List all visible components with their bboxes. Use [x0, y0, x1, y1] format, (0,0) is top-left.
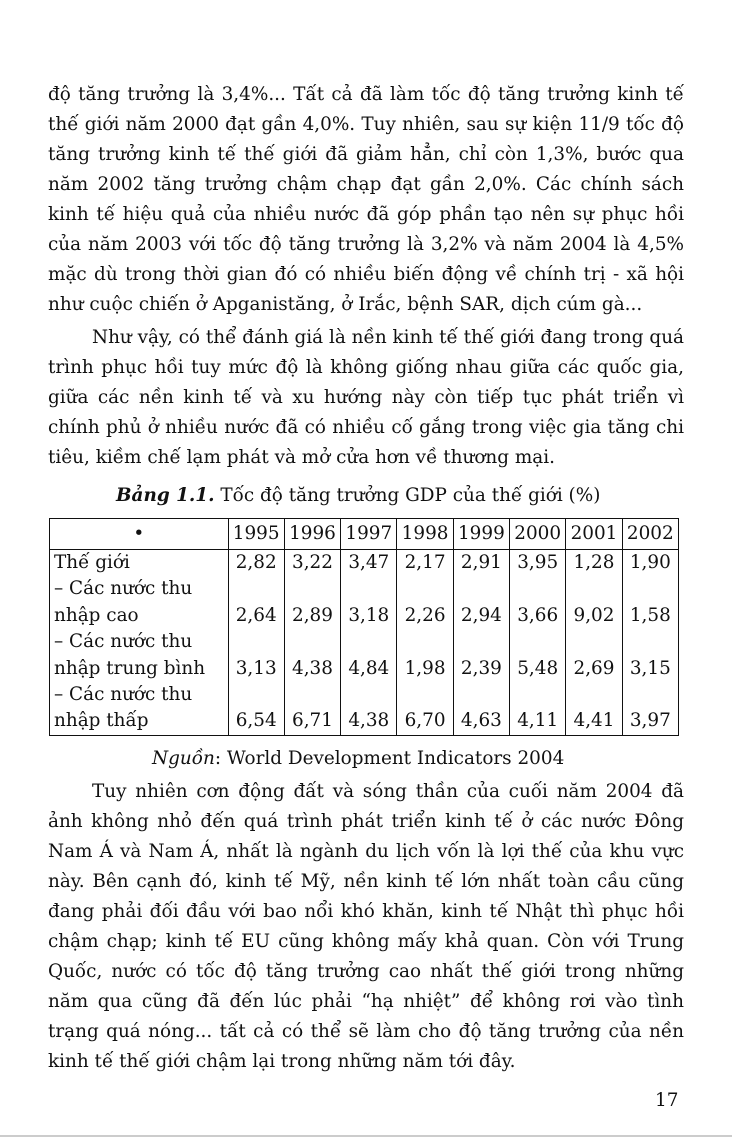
value: 4,38	[348, 710, 390, 732]
row-label-line: – Các nước thu	[54, 578, 193, 600]
value-cell	[397, 629, 453, 682]
value: 3,97	[629, 710, 671, 732]
value: 3,13	[235, 657, 277, 679]
table-caption	[48, 481, 684, 511]
value: 4,63	[460, 710, 502, 732]
value: 6,70	[404, 710, 446, 732]
value-cell	[622, 682, 678, 735]
value-cell	[341, 629, 397, 682]
year-header: 2002	[622, 519, 678, 550]
value: 9,02	[573, 604, 615, 626]
value-cell: 1,90	[622, 550, 678, 577]
row-label	[50, 682, 229, 735]
value-cell: 2,91	[453, 550, 509, 577]
value-cell: 2,17	[397, 550, 453, 577]
row-label	[50, 576, 229, 629]
value-cell	[397, 682, 453, 735]
year-header: 1996	[284, 519, 340, 550]
value-cell	[566, 629, 622, 682]
value-cell: 3,95	[510, 550, 566, 577]
value-cell	[510, 629, 566, 682]
value-cell	[341, 682, 397, 735]
row-label-line: Thế giới	[54, 552, 130, 573]
value: 6,54	[235, 710, 277, 732]
page-number: 17	[655, 1090, 679, 1111]
value-cell	[453, 576, 509, 629]
value-cell	[228, 629, 284, 682]
year-header: 1999	[453, 519, 509, 550]
table-source	[48, 744, 684, 774]
value-cell	[622, 629, 678, 682]
table-header-row	[50, 519, 679, 550]
value-cell: 1,28	[566, 550, 622, 577]
value-cell	[622, 576, 678, 629]
year-header: 1995	[228, 519, 284, 550]
row-label-line: nhập trung bình	[54, 657, 206, 679]
paragraph-3: Tuy nhiên cơn động đất và sóng thần của cuối năm 2004 đã ảnh không nhỏ đến quá trình phát triển kinh tế ở các nước Đông Nam Á và Nam Á, nhất là ngành du lịch vốn là lợi thế của khu vực này. Bên cạnh đó, kinh tế Mỹ, nền kinh tế lớn nhất toàn cầu cũng đang phải đối đầu với bao nổi khó khăn, kinh tế Nhật thì phục hồi chậm chạp; kinh tế EU cũng không mấy khả quan. Còn với Trung Quốc, nước có tốc độ tăng trưởng cao nhất thế giới trong những năm qua cũng đã đến lúc phải “hạ nhiệt” để không rơi vào tình trạng quá nóng... tất cả có thể sẽ làm cho độ tăng trưởng của nền kinh tế thế giới chậm lại trong những năm tới đây.	[48, 780, 684, 1072]
table-caption-text: Tốc độ tăng trưởng GDP của thế giới (%)	[220, 485, 601, 506]
row-label-line: – Các nước thu	[54, 631, 193, 653]
value-cell	[397, 576, 453, 629]
table-corner-cell: •	[50, 519, 229, 550]
paragraph-1: độ tăng trưởng là 3,4%... Tất cả đã làm tốc độ tăng trưởng kinh tế thế giới năm 2000 đạt gần 4,0%. Tuy nhiên, sau sự kiện 11/9 tốc độ tăng trưởng kinh tế thế giới đã giảm hẳn, chỉ còn 1,3%, bước qua năm 2002 tăng trưởng chậm chạp đạt gần 2,0%. Các chính sách kinh tế hiệu quả của nhiều nước đã góp phần tạo nên sự phục hồi của năm 2003 với tốc độ tăng trưởng là 3,2% và năm 2004 là 4,5% mặc dù trong thời gian đó có nhiều biến động về chính trị - xã hội như cuộc chiến ở Apganistăng, ở Irắc, bệnh SAR, dịch cúm gà...	[48, 84, 684, 315]
value: 2,26	[404, 604, 446, 626]
table-row-high-income	[50, 576, 679, 629]
table-caption-label: Bảng 1.1.	[116, 485, 215, 506]
row-label-line: nhập thấp	[54, 710, 149, 732]
value: 1,58	[629, 604, 671, 626]
source-text: : World Development Indicators 2004	[214, 747, 565, 769]
year-header: 2001	[566, 519, 622, 550]
value: 1,98	[404, 657, 446, 679]
year-header: 1997	[341, 519, 397, 550]
table-row-middle-income	[50, 629, 679, 682]
value: 4,41	[573, 710, 615, 732]
value-cell	[566, 682, 622, 735]
year-header: 2000	[510, 519, 566, 550]
value-cell	[284, 682, 340, 735]
paragraph-2: Như vậy, có thể đánh giá là nền kinh tế thế giới đang trong quá trình phục hồi tuy mức độ là không giống nhau giữa các quốc gia, giữa các nền kinh tế và xu hướng này còn tiếp tục phát triển vì chính phủ ở nhiều nước đã có nhiều cố gắng trong việc gia tăng chi tiêu, kiềm chế lạm phát và mở cửa hơn về thương mại.	[48, 327, 684, 468]
table-row-world	[50, 550, 679, 577]
value-cell	[341, 576, 397, 629]
value-cell	[510, 576, 566, 629]
value: 2,94	[460, 604, 502, 626]
value-cell	[228, 682, 284, 735]
value-cell: 2,82	[228, 550, 284, 577]
value-cell	[510, 682, 566, 735]
value: 2,69	[573, 657, 615, 679]
gdp-growth-table	[49, 518, 679, 736]
value: 5,48	[517, 657, 559, 679]
value-cell	[228, 576, 284, 629]
table-row-low-income	[50, 682, 679, 735]
value-cell	[284, 629, 340, 682]
value-cell	[284, 576, 340, 629]
year-header: 1998	[397, 519, 453, 550]
row-label-line: nhập cao	[54, 604, 139, 626]
value-cell	[453, 682, 509, 735]
value-cell	[566, 576, 622, 629]
page-content	[48, 80, 684, 1077]
row-label	[50, 550, 229, 577]
row-label-line: – Các nước thu	[54, 684, 193, 706]
value: 2,64	[235, 604, 277, 626]
row-label	[50, 629, 229, 682]
source-label: Nguồn	[152, 747, 215, 769]
value: 2,39	[460, 657, 502, 679]
value: 3,18	[348, 604, 390, 626]
value-cell: 3,47	[341, 550, 397, 577]
value: 3,66	[517, 604, 559, 626]
value: 6,71	[292, 710, 333, 732]
value: 3,15	[629, 657, 671, 679]
value: 4,11	[517, 710, 559, 732]
value: 2,89	[292, 604, 333, 626]
value: 4,38	[292, 657, 333, 679]
value: 4,84	[348, 657, 390, 679]
value-cell	[453, 629, 509, 682]
value-cell: 3,22	[284, 550, 340, 577]
